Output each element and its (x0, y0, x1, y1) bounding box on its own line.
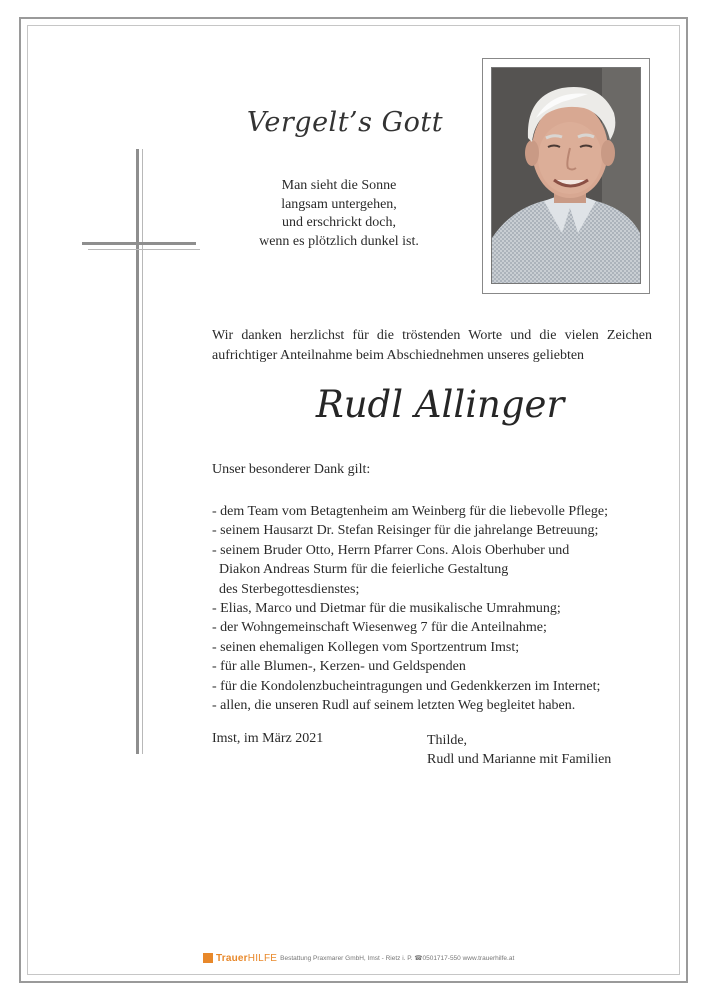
footer-brand-a: Trauer (216, 952, 248, 964)
footer (203, 951, 514, 965)
poem-line: und erschrickt doch, (282, 215, 396, 230)
trauerhilfe-logo-icon (203, 953, 213, 963)
cross-vertical-bar (136, 149, 139, 754)
signature-line: Thilde, (427, 733, 468, 748)
list-item: - seinem Hausarzt Dr. Stefan Reisinger für die jahrelange Betreuung; (212, 523, 599, 539)
cross-horizontal-bar (82, 242, 196, 245)
list-item: - seinem Bruder Otto, Herrn Pfarrer Cons. Alois Oberhuber und (212, 542, 570, 558)
headline: Vergelt’s Gott (246, 107, 444, 138)
place-date: Imst, im März 2021 (212, 731, 324, 746)
deceased-name: Rudl Allinger (315, 383, 565, 426)
poem-line: langsam untergehen, (281, 196, 397, 212)
list-item: - der Wohngemeinschaft Wiesenweg 7 für die Anteilnahme; (212, 620, 547, 636)
list-item: - allen, die unseren Rudl auf seinem letzten Weg begleitet haben. (212, 698, 576, 714)
list-item: - seinen ehemaligen Kollegen vom Sportzentrum Imst; (212, 639, 520, 655)
footer-text: Bestattung Praxmarer GmbH, Imst - Rietz i. P. ☎0501717-550 www.trauerhilfe.at (280, 955, 515, 962)
signature-line: Rudl und Marianne mit Familien (427, 752, 612, 767)
portrait-photo (491, 67, 641, 284)
poem-line: wenn es plötzlich dunkel ist. (259, 233, 419, 249)
list-item: Diakon Andreas Sturm für die feierliche Gestaltung (212, 562, 509, 578)
list-item: - für alle Blumen-, Kerzen- und Geldspenden (212, 659, 466, 675)
thanks-intro: Unser besonderer Dank gilt: (212, 462, 371, 477)
footer-brand-b: HILFE (247, 952, 278, 964)
cross-vertical-line (142, 149, 143, 754)
footer-brand (216, 953, 277, 964)
list-item: - für die Kondolenzbucheintragungen und Gedenkkerzen im Internet; (212, 678, 601, 694)
thanks-paragraph: Wir danken herzlichst für die tröstenden Worte und die vielen Zeichen aufrichtiger Anteilnahme beim Abschiednehmen unseres geliebten (212, 328, 652, 363)
poem (212, 177, 466, 251)
list-item: des Sterbegottesdienstes; (212, 581, 360, 597)
cross-horizontal-line (88, 249, 200, 250)
poem-line: Man sieht die Sonne (281, 178, 397, 193)
list-item: - Elias, Marco und Dietmar für die musikalische Umrahmung; (212, 601, 561, 617)
thanks-list (212, 502, 652, 715)
portrait-illustration (492, 68, 640, 283)
signature (427, 731, 611, 769)
list-item: - dem Team vom Betagtenheim am Weinberg für die liebevolle Pflege; (212, 504, 608, 519)
